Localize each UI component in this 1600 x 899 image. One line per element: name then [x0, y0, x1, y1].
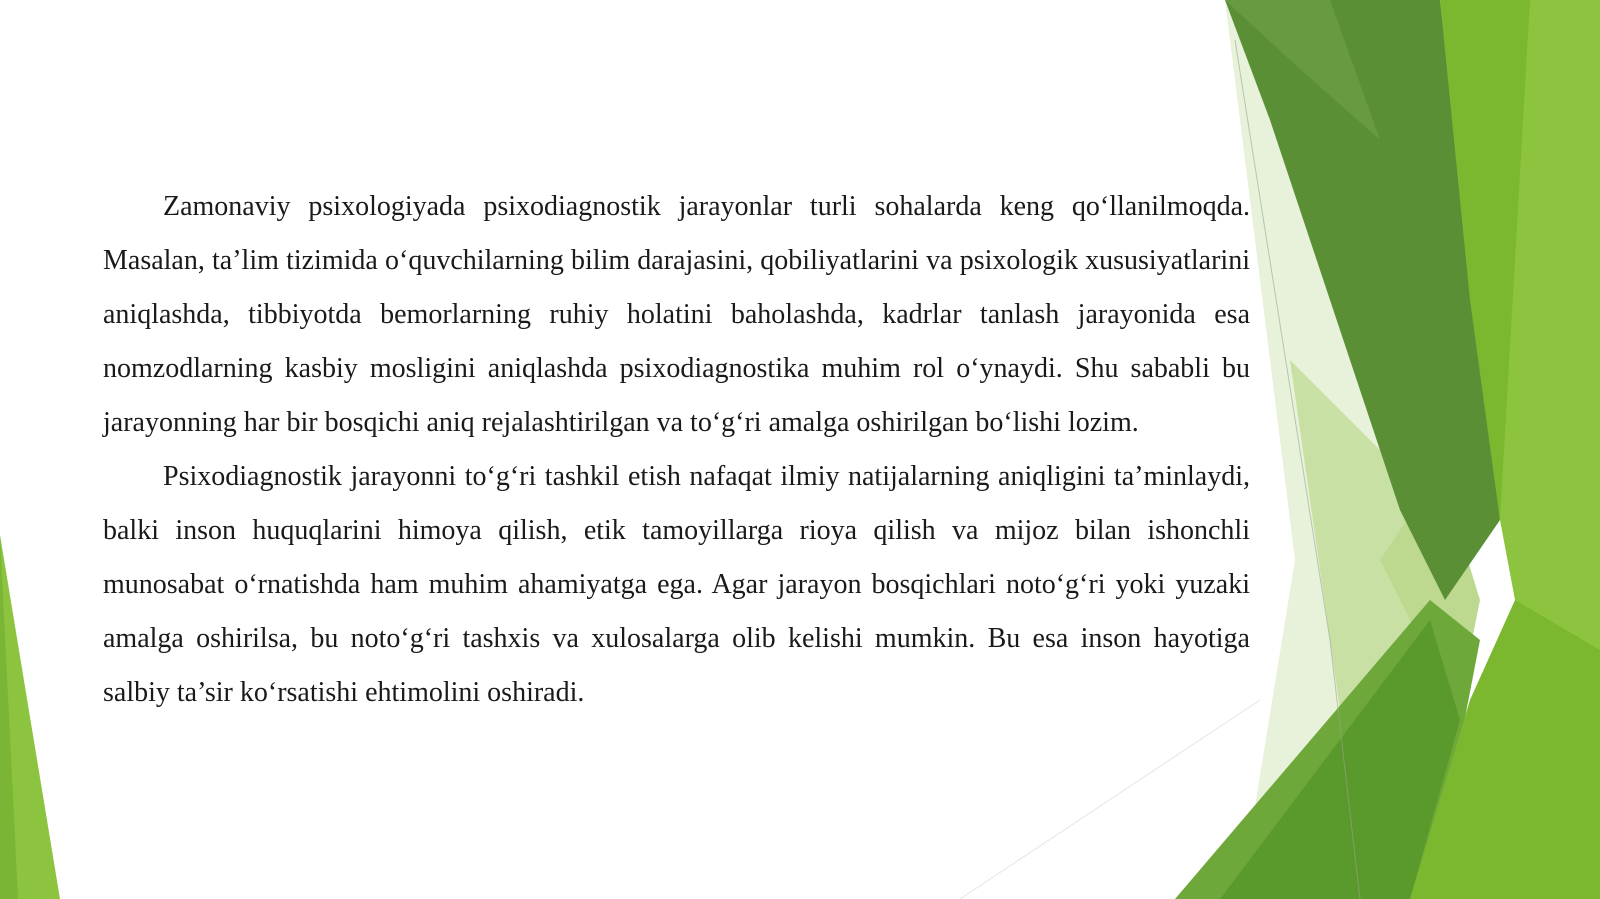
- paragraph-1: Zamonaviy psixologiyada psixodiagnostik jarayonlar turli sohalarda keng qo‘llanilmoqda. Masalan, ta’lim tizimida o‘quvchilarning bilim darajasini, qobiliyatlarini va psixologik xususiyatlarini aniqlashda, tibbiyotda bemorlarning ruhiy holatini baholashda, kadrlar tanlash jarayonida esa nomzodlarning kasbiy mosligini aniqlashda psixodiagnostika muhim rol o‘ynaydi. Shu sababli bu jarayonning har bir bosqichi aniq rejalashtirilgan va to‘g‘ri amalga oshirilgan bo‘lishi lozim.: [103, 191, 1250, 438]
- paragraph-2: Psixodiagnostik jarayonni to‘g‘ri tashkil etish nafaqat ilmiy natijalarning aniqligini ta’minlaydi, balki inson huquqlarini himoya qilish, etik tamoyillarga rioya qilish va mijoz bilan ishonchli munosabat o‘rnatishda ham muhim ahamiyatga ega. Agar jarayon bosqichlari noto‘g‘ri yoki yuzaki amalga oshirilsa, bu noto‘g‘ri tashxis va xulosalarga olib kelishi mumkin. Bu esa inson hayotiga salbiy ta’sir ko‘rsatishi ehtimolini oshiradi.: [103, 461, 1250, 708]
- slide-body-text: [103, 180, 1250, 720]
